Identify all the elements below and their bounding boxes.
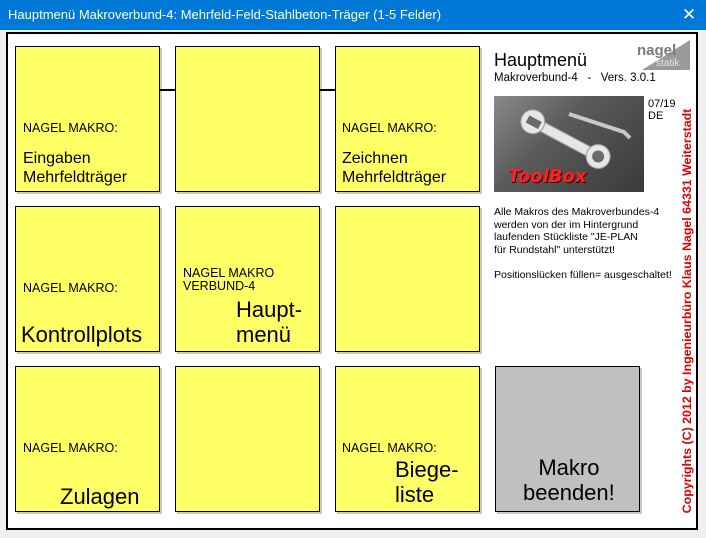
title-bar [0, 0, 706, 30]
menu-title: Hauptmenü [494, 50, 588, 70]
tile-caption: NAGEL MAKRO VERBUND-4 [183, 266, 275, 293]
tile-label: Zulagen [60, 484, 140, 509]
hauptmenue-button[interactable] [175, 206, 320, 352]
version-label: Makroverbund-4 - Vers. 3.0.1 [494, 72, 656, 84]
info-note: Alle Makros des Makroverbundes-4 werden von der im Hintergrund laufenden Stückliste "JE-PLAN für Rundstahl" unterstützt! Positionslücken füllen= ausgeschaltet! [494, 206, 672, 281]
empty-tile-1[interactable] [175, 46, 320, 192]
toolbox-label: ToolBox [508, 166, 587, 187]
copyright-text-container [678, 96, 700, 526]
tile-caption: NAGEL MAKRO: [23, 121, 118, 135]
connector-line [320, 89, 335, 91]
makro-beenden-button[interactable] [495, 366, 640, 512]
toolbox-image [494, 96, 644, 192]
empty-tile-2[interactable] [335, 206, 480, 352]
close-icon[interactable]: ✕ [681, 5, 697, 24]
window-title: Hauptmenü Makroverbund-4: Mehrfeld-Feld-Stahlbeton-Träger (1-5 Felder) [8, 7, 442, 22]
kontrollplots-button[interactable] [15, 206, 160, 352]
connector-line [160, 89, 175, 91]
tile-label: Zeichnen Mehrfeldträger [342, 150, 447, 186]
tile-caption: NAGEL MAKRO: [23, 281, 118, 295]
nagel-statik-logo [636, 40, 690, 70]
tile-label: Kontrollplots [21, 322, 143, 347]
tile-label: Eingaben Mehrfeldträger [23, 150, 128, 186]
tile-caption: NAGEL MAKRO: [342, 441, 437, 455]
empty-tile-3[interactable] [175, 366, 320, 512]
zeichnen-mehrfeldtraeger-button[interactable] [335, 46, 480, 192]
tile-label: Biege- liste [395, 457, 459, 507]
tile-label: Makro beenden! [523, 455, 615, 505]
tile-caption: NAGEL MAKRO: [23, 441, 118, 455]
zulagen-button[interactable] [15, 366, 160, 512]
copyright-text: Copyrights (C) 2012 by Ingenieurbüro Klaus Nagel 64331 Weiterstadt [680, 108, 694, 514]
logo-text-bottom: statik [656, 58, 680, 69]
tile-caption: NAGEL MAKRO: [342, 121, 437, 135]
biegeliste-button[interactable] [335, 366, 480, 512]
eingaben-mehrfeldtraeger-button[interactable] [15, 46, 160, 192]
date-code: 07/19 DE [648, 98, 676, 122]
logo-text-top: nagel [637, 42, 677, 59]
tile-label: Haupt- menü [236, 297, 303, 347]
